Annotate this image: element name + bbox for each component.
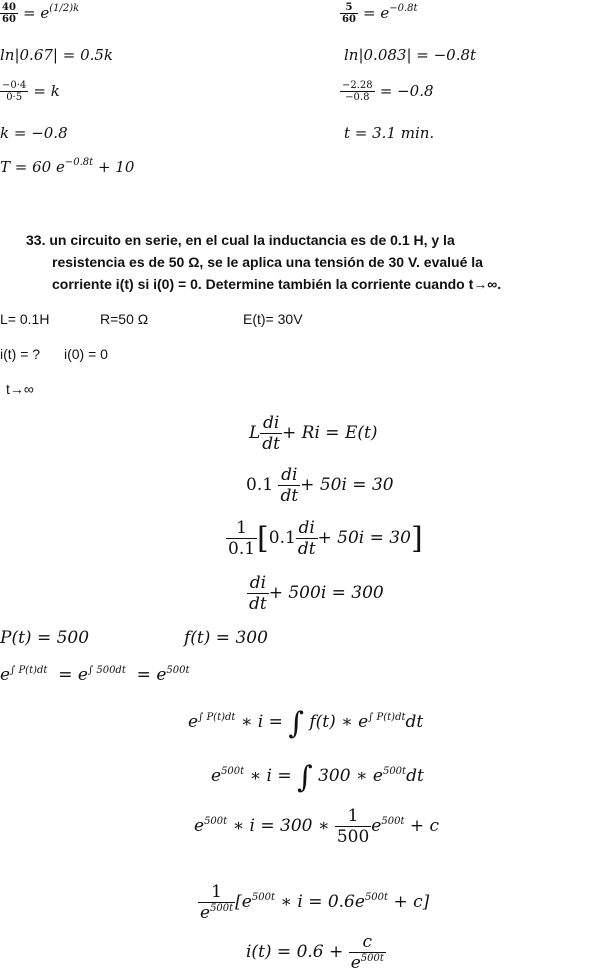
eq-exponent: −0.8t <box>64 157 94 168</box>
eq-part: e <box>194 816 205 836</box>
frac-num: −2.28 <box>342 80 373 91</box>
eq-ratio-left <box>0 2 79 25</box>
eq-exponent: −0.8t <box>389 3 418 14</box>
eq-part: + c] <box>393 892 430 912</box>
eq-exponent: 500t <box>382 766 407 777</box>
frac-den-base: e <box>200 903 211 923</box>
eq-exponent: 500t <box>221 766 245 777</box>
bracket-open: [ <box>257 521 269 556</box>
frac-den: dt <box>297 539 316 559</box>
eq-final-current <box>246 932 386 973</box>
eq-substituted-integral <box>211 760 424 795</box>
eq-ratio-right <box>340 2 418 25</box>
frac-den: dt <box>262 434 281 454</box>
given-initial-condition: i(0) = 0 <box>64 346 108 362</box>
eq-k-value: k = −0.8 <box>0 124 68 142</box>
eq-integrated <box>194 806 439 847</box>
frac-num: di <box>247 573 269 594</box>
frac-den <box>198 903 235 923</box>
eq-ln-left: ln|0.67| = 0.5k <box>0 46 114 64</box>
eq-exponent: ∫ 500dt <box>87 665 126 676</box>
given-current: i(t) = ? <box>0 346 41 362</box>
eq-exponent: 500t <box>360 953 384 964</box>
bracket-close: ] <box>410 521 423 556</box>
eq-integrating-factor <box>0 665 190 685</box>
integral-sign: ∫ <box>288 706 304 741</box>
eq-exponent: 500t <box>210 903 234 914</box>
eq-general-solution <box>188 706 423 741</box>
frac-num: di <box>296 518 318 539</box>
frac-num: 1 <box>226 518 257 539</box>
eq-p-of-t: P(t) = 500 <box>0 628 90 648</box>
frac-den: 0·5 <box>6 92 23 103</box>
problem-line: un circuito en serie, en el cual la inductancia es de 0.1 H, y la <box>49 232 455 248</box>
frac-den: dt <box>249 594 267 614</box>
eq-rhs: = −0.8 <box>379 82 434 100</box>
eq-part: + 10 <box>97 158 135 176</box>
eq-exponent: ∫ P(t)dt <box>10 665 48 676</box>
eq-part: i(t) = 0.6 + <box>246 942 344 962</box>
eq-divide-through <box>198 882 429 923</box>
frac-num: 1 <box>198 882 235 903</box>
eq-ln-right: ln|0.083| = −0.8t <box>344 46 477 64</box>
eq-part: ∗ i = 0.6e <box>280 892 365 912</box>
frac-den: 500 <box>336 827 370 847</box>
eq-part: = e <box>136 665 167 685</box>
eq-rhs: = e <box>23 4 50 22</box>
frac-num: di <box>260 413 282 434</box>
eq-rhs: = k <box>33 82 60 100</box>
eq-part: + Ri = E(t) <box>282 423 378 443</box>
eq-exponent: 500t <box>204 816 228 827</box>
given-t-infinity: t→∞ <box>6 381 34 397</box>
eq-t-fraction <box>340 80 434 103</box>
frac-num: di <box>278 465 300 486</box>
given-inductance: L= 0.1H <box>0 311 50 327</box>
eq-part: e <box>0 665 11 685</box>
ode-standard <box>247 573 384 614</box>
given-voltage: E(t)= 30V <box>243 311 303 327</box>
eq-t-value: t = 3.1 min. <box>344 124 435 142</box>
frac-den: dt <box>280 486 299 506</box>
eq-part: dt <box>405 712 424 732</box>
eq-part: e <box>371 816 382 836</box>
eq-exponent: 500t <box>364 892 389 903</box>
eq-part: 300 ∗ e <box>318 766 383 786</box>
eq-rhs: = e <box>363 4 390 22</box>
frac-num: 5 <box>340 2 358 14</box>
eq-exponent: ∫ P(t)dt <box>198 712 236 723</box>
frac-num: c <box>349 932 386 953</box>
frac-den: 0.1 <box>228 539 256 559</box>
frac-den-base: e <box>350 953 361 973</box>
ode-substituted <box>246 465 394 506</box>
problem-number: 33. <box>26 232 46 248</box>
eq-exponent: 500t <box>381 816 405 827</box>
problem-line: resistencia es de 50 Ω, se le aplica una tensión de 30 V. evalué la <box>52 254 483 270</box>
eq-part: + 50i = 30 <box>317 528 411 548</box>
eq-exponent: 500t <box>251 892 275 903</box>
eq-part: [e <box>235 892 252 912</box>
eq-exponent: ∫ P(t)dt <box>368 712 406 723</box>
eq-f-of-t: f(t) = 300 <box>184 628 268 648</box>
frac-num: 40 <box>2 2 16 13</box>
eq-exponent: 500t <box>166 665 190 676</box>
frac-den: −0.8 <box>345 92 370 103</box>
eq-part: + c <box>409 816 440 836</box>
frac-den: 60 <box>2 14 16 25</box>
frac-den <box>349 953 386 973</box>
frac-num: −0·4 <box>2 80 27 91</box>
eq-part: ∗ i = <box>240 712 283 732</box>
eq-part: ∗ i = 300 ∗ <box>232 816 330 836</box>
ode-normalized <box>226 518 423 559</box>
eq-part: f(t) ∗ e <box>309 712 369 732</box>
frac-den: 60 <box>342 14 356 25</box>
frac-num: 1 <box>335 806 371 827</box>
ode-general <box>249 413 377 454</box>
eq-k-fraction <box>0 80 60 103</box>
integral-sign: ∫ <box>297 760 313 795</box>
eq-part: L <box>249 423 261 443</box>
given-resistance: R=50 Ω <box>100 311 149 327</box>
eq-exponent: (1/2)k <box>49 3 80 14</box>
eq-part: e <box>211 766 222 786</box>
eq-part: 0.1 <box>268 528 296 548</box>
problem-line: corriente i(t) si i(0) = 0. Determine también la corriente cuando t→∞. <box>52 276 502 292</box>
problem-statement <box>26 229 501 295</box>
eq-part: = e <box>58 665 88 685</box>
eq-part: ∗ i = <box>249 766 292 786</box>
eq-part: + 50i = 30 <box>300 475 394 495</box>
eq-part: + 500i = 300 <box>268 583 384 603</box>
eq-part: dt <box>406 766 424 786</box>
eq-temperature <box>0 157 134 176</box>
eq-part: 0.1 <box>246 475 274 495</box>
eq-part: e <box>188 712 199 732</box>
eq-part: T = 60 e <box>0 158 65 176</box>
